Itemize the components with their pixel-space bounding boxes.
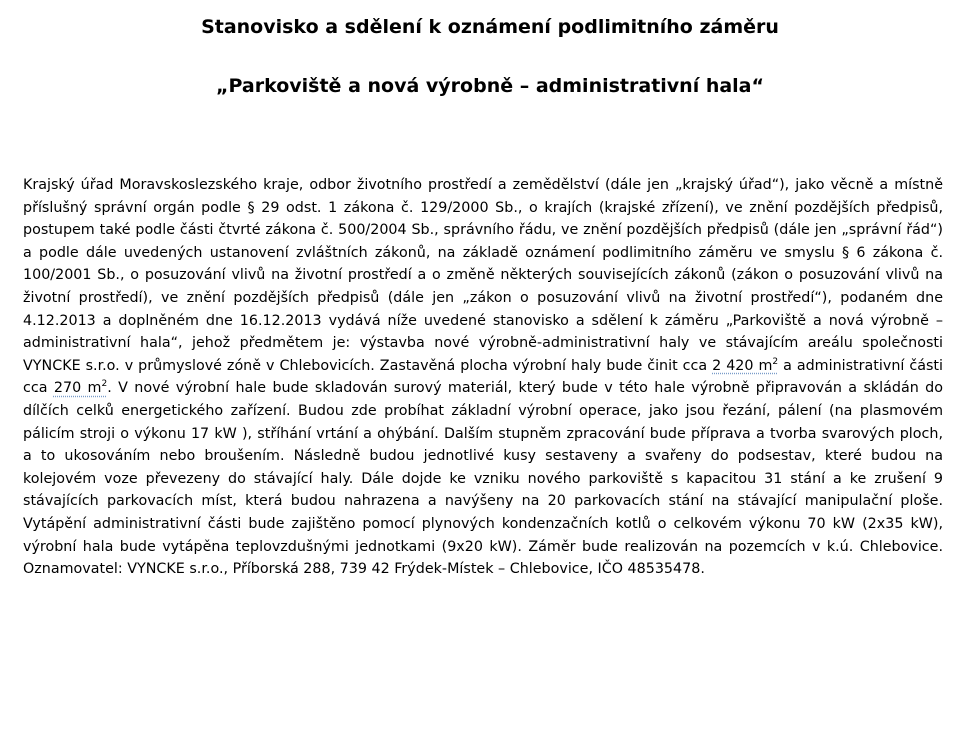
document-title: Stanovisko a sdělení k oznámení podlimitního záměru (201, 16, 779, 38)
body-text-part-1: Krajský úřad Moravskoslezského kraje, odbor životního prostředí a zemědělství (dále jen „krajský úřad“), jako věcně a místně příslušný správní orgán podle § 29 odst. 1 zákona č. 129/2000 Sb., o krajích (krajské zřízení), ve znění pozdějších předpisů, postupem také podle části čtvrté zákona č. 500/2004 Sb., správního řádu, ve znění pozdějších předpisů (dále jen „správní řád“) a podle dále uvedených ustanovení zvláštních zákonů, na základě oznámení podlimitního záměru ve smyslu § 6 zákona č. 100/2001 Sb., o posuzování vlivů na životní prostředí a o změně některých souvisejících zákonů (zákon o posuzování vlivů na životní prostředí), ve znění pozdějších předpisů (dále jen „zákon o posuzování vlivů na životní prostředí“), podaném dne 4.12.2013 a doplněném dne 16.12.2013 vydává níže uvedené stanovisko a sdělení k záměru „Parkoviště a nová výrobně – administrativní hala“, jehož předmětem je: výstavba nové výrobně-administrativní haly ve stávajícím areálu společnosti VYNCKE s.r.o. v průmyslové zóně v Chlebovicích. Zastavěná plocha výrobní haly bude činit cca (23, 177, 943, 374)
area-admin-part-exponent: 2 (101, 379, 108, 390)
document-subtitle: „Parkoviště a nová výrobně – administrativní hala“ (216, 75, 764, 97)
area-admin-part (54, 380, 107, 396)
body-text-part-2: a administrativní části cca (23, 357, 943, 397)
area-admin-part-value: 270 m (53, 380, 102, 397)
area-production-hall-exponent: 2 (772, 356, 779, 367)
area-production-hall-value: 2 420 m (712, 357, 773, 374)
area-production-hall (712, 358, 778, 374)
body-text-part-3: . V nové výrobní hale bude skladován surový materiál, který bude v této hale výrobně připravován a skládán do dílčích celků energetického zařízení. Budou zde probíhat základní výrobní operace, jako jsou řezání, pálení (na plasmovém pálicím stroji o výkonu 17 kW ), stříhání vrtání a ohýbání. Dalším stupněm zpracování bude příprava a tvorba svarových ploch, a to ukosováním nebo broušením. Následně budou jednotlivé kusy sestaveny a svařeny do podsestav, které budou na kolejovém voze převezeny do stávající haly. Dále dojde ke vzniku nového parkoviště s kapacitou 31 stání a ke zrušení 9 stávajících parkovacích míst, která budou nahrazena a navýšeny na 20 parkovacích stání na stávající manipulační ploše. Vytápění administrativní části bude zajištěno pomocí plynových kondenzačních kotlů o celkovém výkonu 70 kW (2x35 kW), výrobní hala bude vytápěna teplovzdušnými jednotkami (9x20 kW). Záměr bude realizován na pozemcích v k.ú. Chlebovice. Oznamovatel: VYNCKE s.r.o., Příborská 288, 739 42 Frýdek-Místek – Chlebovice, IČO 48535478. (23, 380, 944, 578)
body-paragraph (23, 174, 943, 581)
